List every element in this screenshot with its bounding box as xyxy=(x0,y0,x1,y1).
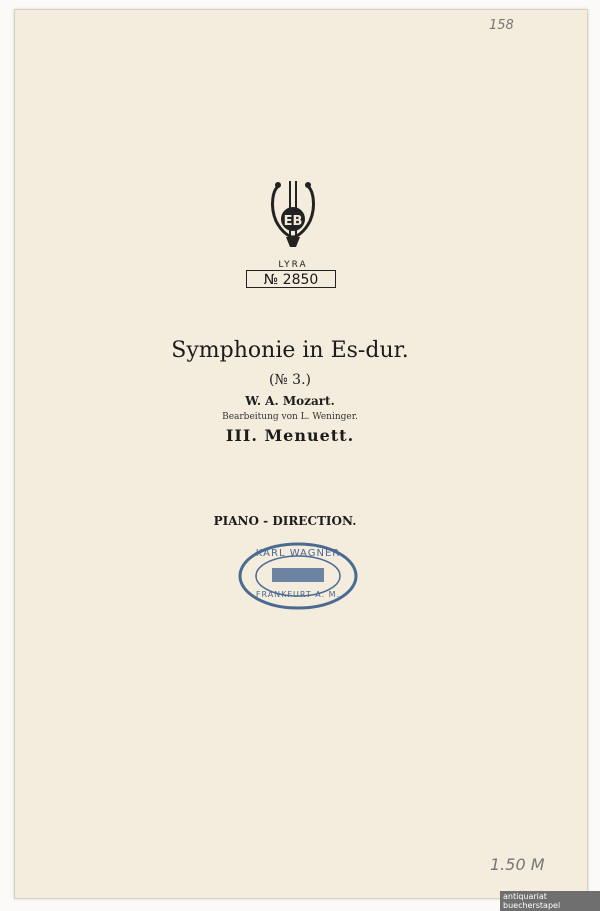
score-cover-sheet xyxy=(14,9,588,899)
watermark-brand: antiquariat xyxy=(503,892,547,901)
stamp-bottom-text: FRANKFURT A. M. xyxy=(255,590,341,599)
watermark-site: buecherstapel xyxy=(503,901,561,910)
svg-text:EB: EB xyxy=(283,214,303,229)
work-title: Symphonie in Es-dur. xyxy=(171,338,409,363)
stamp-top-text: KARL WAGNER xyxy=(255,548,341,559)
dealer-stamp xyxy=(238,540,358,612)
publisher-label: LYRA xyxy=(278,260,308,270)
composer-name: W. A. Mozart. xyxy=(245,394,335,408)
symphony-number: (№ 3.) xyxy=(269,372,311,388)
watermark-badge xyxy=(500,891,600,911)
arranger-credit: Bearbeitung von L. Weninger. xyxy=(222,412,358,422)
pencil-catalog-number: 158 xyxy=(489,18,514,33)
pencil-price-note: 1.50 M xyxy=(490,855,545,874)
publication-number: № 2850 xyxy=(246,270,336,288)
movement-title: III. Menuett. xyxy=(225,426,355,445)
part-name: PIANO - DIRECTION. xyxy=(213,514,357,528)
